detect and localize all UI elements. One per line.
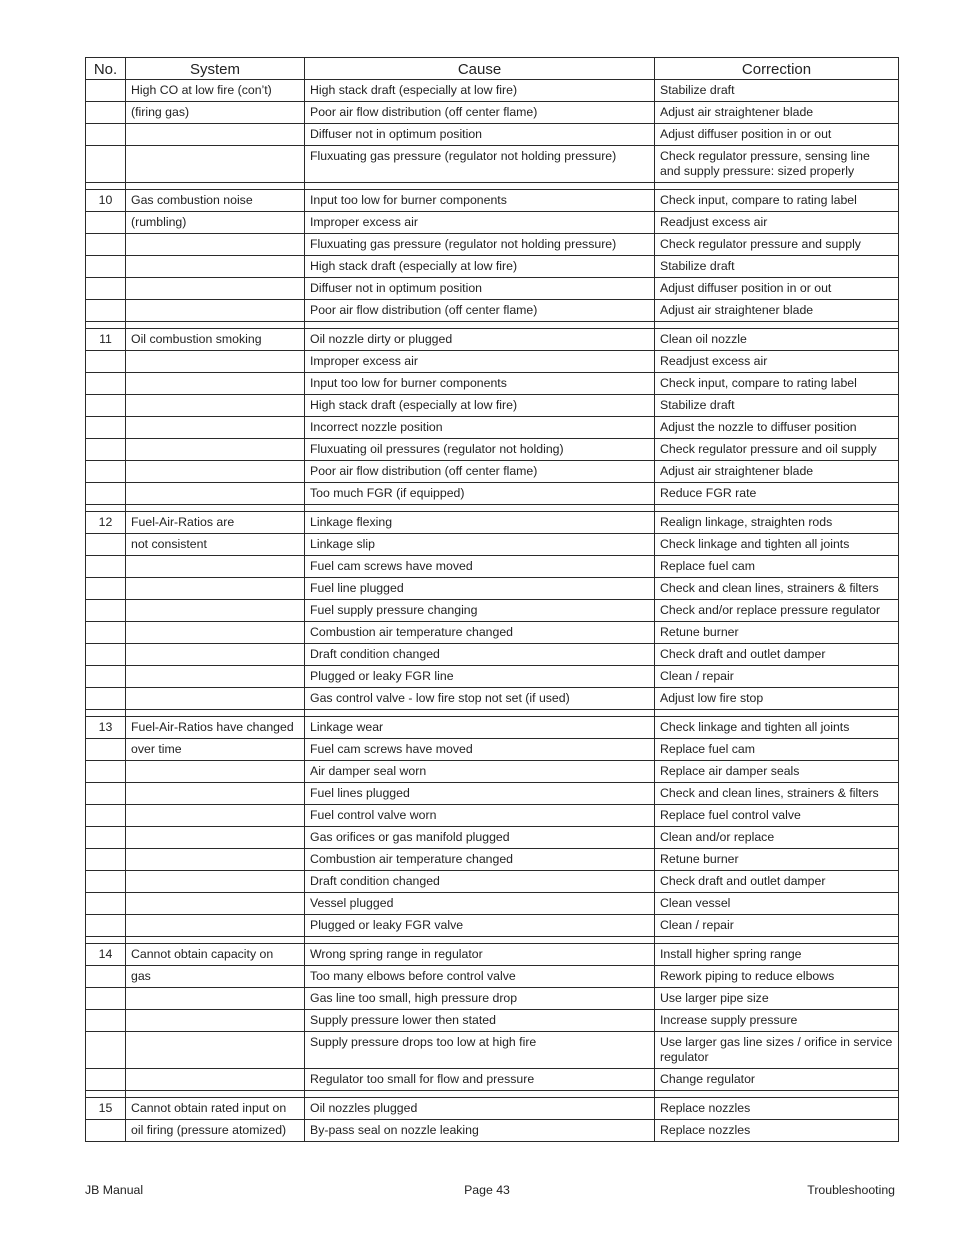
- no-cell: [86, 783, 126, 805]
- separator-cell: [86, 710, 126, 717]
- correction-cell: Check input, compare to rating label: [655, 373, 899, 395]
- no-cell: [86, 871, 126, 893]
- table-row: [86, 373, 899, 395]
- system-cell: [126, 666, 305, 688]
- no-cell: [86, 534, 126, 556]
- correction-cell: Check regulator pressure, sensing line and supply pressure: sized properly: [655, 146, 899, 183]
- separator-cell: [126, 937, 305, 944]
- table-row: [86, 417, 899, 439]
- cause-cell: By-pass seal on nozzle leaking: [305, 1120, 655, 1142]
- system-cell: [126, 761, 305, 783]
- cause-cell: Fuel line plugged: [305, 578, 655, 600]
- cause-cell: Improper excess air: [305, 351, 655, 373]
- system-cell: [126, 278, 305, 300]
- separator-cell: [655, 937, 899, 944]
- correction-cell: Retune burner: [655, 849, 899, 871]
- system-cell: [126, 644, 305, 666]
- table-row: [86, 966, 899, 988]
- system-cell: over time: [126, 739, 305, 761]
- correction-cell: Retune burner: [655, 622, 899, 644]
- correction-cell: Install higher spring range: [655, 944, 899, 966]
- separator-cell: [305, 937, 655, 944]
- no-cell: [86, 212, 126, 234]
- cause-cell: Diffuser not in optimum position: [305, 278, 655, 300]
- system-cell: Cannot obtain rated input on: [126, 1098, 305, 1120]
- separator-cell: [305, 183, 655, 190]
- no-cell: [86, 417, 126, 439]
- correction-cell: Check regulator pressure and supply: [655, 234, 899, 256]
- table-row: [86, 944, 899, 966]
- cause-cell: Fuel cam screws have moved: [305, 556, 655, 578]
- cause-cell: Combustion air temperature changed: [305, 622, 655, 644]
- correction-cell: Replace fuel control valve: [655, 805, 899, 827]
- system-cell: [126, 578, 305, 600]
- correction-cell: Change regulator: [655, 1069, 899, 1091]
- no-cell: [86, 1010, 126, 1032]
- cause-cell: Draft condition changed: [305, 644, 655, 666]
- table-row: [86, 212, 899, 234]
- footer-page-number: Page 43: [464, 1183, 510, 1197]
- no-cell: [86, 256, 126, 278]
- no-cell: [86, 761, 126, 783]
- table-row: [86, 666, 899, 688]
- system-cell: Cannot obtain capacity on: [126, 944, 305, 966]
- no-cell: [86, 827, 126, 849]
- table-row: [86, 644, 899, 666]
- table-row: [86, 893, 899, 915]
- system-cell: Oil combustion smoking: [126, 329, 305, 351]
- separator-cell: [305, 1091, 655, 1098]
- table-body: [86, 80, 899, 1142]
- cause-cell: Oil nozzles plugged: [305, 1098, 655, 1120]
- cause-cell: Improper excess air: [305, 212, 655, 234]
- cause-cell: Too much FGR (if equipped): [305, 483, 655, 505]
- table-row: [86, 102, 899, 124]
- separator-cell: [126, 710, 305, 717]
- cause-cell: Regulator too small for flow and pressure: [305, 1069, 655, 1091]
- cause-cell: Linkage flexing: [305, 512, 655, 534]
- correction-cell: Check linkage and tighten all joints: [655, 717, 899, 739]
- table-row: [86, 600, 899, 622]
- system-cell: [126, 461, 305, 483]
- table-row: [86, 124, 899, 146]
- correction-cell: Use larger pipe size: [655, 988, 899, 1010]
- no-cell: [86, 124, 126, 146]
- separator-cell: [86, 937, 126, 944]
- separator-cell: [126, 183, 305, 190]
- correction-cell: Stabilize draft: [655, 256, 899, 278]
- cause-cell: Poor air flow distribution (off center flame): [305, 461, 655, 483]
- cause-cell: Gas control valve - low fire stop not set (if used): [305, 688, 655, 710]
- system-cell: [126, 146, 305, 183]
- table-row: [86, 278, 899, 300]
- system-cell: [126, 439, 305, 461]
- table-row: [86, 80, 899, 102]
- system-cell: [126, 483, 305, 505]
- cause-cell: Supply pressure drops too low at high fire: [305, 1032, 655, 1069]
- table-row: [86, 1032, 899, 1069]
- system-cell: [126, 915, 305, 937]
- correction-cell: Replace nozzles: [655, 1120, 899, 1142]
- table-row: [86, 190, 899, 212]
- table-row: [86, 534, 899, 556]
- cause-cell: Linkage slip: [305, 534, 655, 556]
- no-cell: [86, 483, 126, 505]
- system-cell: gas: [126, 966, 305, 988]
- correction-cell: Reduce FGR rate: [655, 483, 899, 505]
- no-cell: [86, 395, 126, 417]
- cause-cell: Oil nozzle dirty or plugged: [305, 329, 655, 351]
- system-cell: [126, 1032, 305, 1069]
- table-separator-row: [86, 183, 899, 190]
- cause-cell: Poor air flow distribution (off center flame): [305, 102, 655, 124]
- cause-cell: Fuel lines plugged: [305, 783, 655, 805]
- cause-cell: High stack draft (especially at low fire): [305, 256, 655, 278]
- table-row: [86, 234, 899, 256]
- footer-section-name: Troubleshooting: [807, 1183, 895, 1197]
- table-row: [86, 761, 899, 783]
- no-cell: [86, 688, 126, 710]
- separator-cell: [126, 322, 305, 329]
- cause-cell: Plugged or leaky FGR valve: [305, 915, 655, 937]
- table-header-row: [86, 58, 899, 80]
- no-cell: 13: [86, 717, 126, 739]
- cause-cell: Poor air flow distribution (off center flame): [305, 300, 655, 322]
- system-cell: [126, 849, 305, 871]
- system-cell: Fuel-Air-Ratios have changed: [126, 717, 305, 739]
- table-row: [86, 849, 899, 871]
- cause-cell: Fluxuating gas pressure (regulator not holding pressure): [305, 146, 655, 183]
- cause-cell: Fuel supply pressure changing: [305, 600, 655, 622]
- table-row: [86, 329, 899, 351]
- no-cell: [86, 80, 126, 102]
- system-cell: [126, 256, 305, 278]
- no-cell: [86, 1032, 126, 1069]
- cause-cell: Combustion air temperature changed: [305, 849, 655, 871]
- table-row: [86, 827, 899, 849]
- table-row: [86, 146, 899, 183]
- header-system: System: [126, 58, 305, 80]
- correction-cell: Stabilize draft: [655, 395, 899, 417]
- table-row: [86, 578, 899, 600]
- no-cell: 11: [86, 329, 126, 351]
- correction-cell: Replace nozzles: [655, 1098, 899, 1120]
- separator-cell: [655, 505, 899, 512]
- no-cell: [86, 1069, 126, 1091]
- separator-cell: [655, 322, 899, 329]
- separator-cell: [655, 710, 899, 717]
- no-cell: [86, 146, 126, 183]
- correction-cell: Replace fuel cam: [655, 556, 899, 578]
- no-cell: [86, 373, 126, 395]
- system-cell: [126, 622, 305, 644]
- correction-cell: Clean and/or replace: [655, 827, 899, 849]
- cause-cell: Air damper seal worn: [305, 761, 655, 783]
- no-cell: [86, 849, 126, 871]
- table-row: [86, 461, 899, 483]
- separator-cell: [86, 1091, 126, 1098]
- system-cell: [126, 871, 305, 893]
- system-cell: [126, 300, 305, 322]
- correction-cell: Readjust excess air: [655, 212, 899, 234]
- correction-cell: Adjust diffuser position in or out: [655, 278, 899, 300]
- table-row: [86, 1069, 899, 1091]
- no-cell: [86, 644, 126, 666]
- cause-cell: Incorrect nozzle position: [305, 417, 655, 439]
- correction-cell: Adjust diffuser position in or out: [655, 124, 899, 146]
- table-row: [86, 783, 899, 805]
- cause-cell: Supply pressure lower then stated: [305, 1010, 655, 1032]
- system-cell: [126, 351, 305, 373]
- correction-cell: Clean oil nozzle: [655, 329, 899, 351]
- header-no: No.: [86, 58, 126, 80]
- system-cell: [126, 783, 305, 805]
- system-cell: [126, 395, 305, 417]
- table-separator-row: [86, 1091, 899, 1098]
- system-cell: [126, 234, 305, 256]
- no-cell: [86, 622, 126, 644]
- separator-cell: [126, 1091, 305, 1098]
- correction-cell: Check regulator pressure and oil supply: [655, 439, 899, 461]
- correction-cell: Rework piping to reduce elbows: [655, 966, 899, 988]
- correction-cell: Readjust excess air: [655, 351, 899, 373]
- correction-cell: Adjust the nozzle to diffuser position: [655, 417, 899, 439]
- no-cell: [86, 461, 126, 483]
- correction-cell: Clean / repair: [655, 666, 899, 688]
- correction-cell: Clean vessel: [655, 893, 899, 915]
- correction-cell: Check linkage and tighten all joints: [655, 534, 899, 556]
- separator-cell: [305, 322, 655, 329]
- cause-cell: Fluxuating gas pressure (regulator not holding pressure): [305, 234, 655, 256]
- system-cell: [126, 893, 305, 915]
- no-cell: [86, 102, 126, 124]
- correction-cell: Check and clean lines, strainers & filters: [655, 783, 899, 805]
- table-row: [86, 717, 899, 739]
- system-cell: [126, 988, 305, 1010]
- system-cell: [126, 556, 305, 578]
- table-row: [86, 256, 899, 278]
- no-cell: [86, 966, 126, 988]
- table-row: [86, 688, 899, 710]
- table-row: [86, 739, 899, 761]
- correction-cell: Check draft and outlet damper: [655, 644, 899, 666]
- correction-cell: Adjust low fire stop: [655, 688, 899, 710]
- separator-cell: [126, 505, 305, 512]
- no-cell: [86, 1120, 126, 1142]
- cause-cell: Input too low for burner components: [305, 190, 655, 212]
- system-cell: (rumbling): [126, 212, 305, 234]
- system-cell: Fuel-Air-Ratios are: [126, 512, 305, 534]
- correction-cell: Realign linkage, straighten rods: [655, 512, 899, 534]
- system-cell: [126, 805, 305, 827]
- table-row: [86, 351, 899, 373]
- table-separator-row: [86, 937, 899, 944]
- cause-cell: Linkage wear: [305, 717, 655, 739]
- system-cell: High CO at low fire (con’t): [126, 80, 305, 102]
- table-row: [86, 1098, 899, 1120]
- cause-cell: Input too low for burner components: [305, 373, 655, 395]
- correction-cell: Replace air damper seals: [655, 761, 899, 783]
- no-cell: [86, 600, 126, 622]
- system-cell: [126, 124, 305, 146]
- cause-cell: Fuel cam screws have moved: [305, 739, 655, 761]
- cause-cell: Too many elbows before control valve: [305, 966, 655, 988]
- no-cell: 14: [86, 944, 126, 966]
- cause-cell: Gas orifices or gas manifold plugged: [305, 827, 655, 849]
- system-cell: not consistent: [126, 534, 305, 556]
- no-cell: [86, 915, 126, 937]
- correction-cell: Check input, compare to rating label: [655, 190, 899, 212]
- troubleshooting-table: [85, 57, 899, 1142]
- cause-cell: High stack draft (especially at low fire): [305, 395, 655, 417]
- table-separator-row: [86, 322, 899, 329]
- system-cell: [126, 827, 305, 849]
- system-cell: [126, 1010, 305, 1032]
- correction-cell: Use larger gas line sizes / orifice in service regulator: [655, 1032, 899, 1069]
- table-separator-row: [86, 710, 899, 717]
- system-cell: [126, 417, 305, 439]
- cause-cell: Diffuser not in optimum position: [305, 124, 655, 146]
- table-row: [86, 871, 899, 893]
- no-cell: [86, 556, 126, 578]
- no-cell: 15: [86, 1098, 126, 1120]
- table-row: [86, 1120, 899, 1142]
- system-cell: [126, 373, 305, 395]
- cause-cell: Wrong spring range in regulator: [305, 944, 655, 966]
- no-cell: [86, 893, 126, 915]
- cause-cell: High stack draft (especially at low fire): [305, 80, 655, 102]
- no-cell: [86, 739, 126, 761]
- table-row: [86, 439, 899, 461]
- table-row: [86, 512, 899, 534]
- table-row: [86, 483, 899, 505]
- system-cell: [126, 688, 305, 710]
- table-row: [86, 395, 899, 417]
- table-row: [86, 988, 899, 1010]
- separator-cell: [305, 710, 655, 717]
- correction-cell: Clean / repair: [655, 915, 899, 937]
- footer-manual-name: JB Manual: [85, 1183, 144, 1197]
- correction-cell: Adjust air straightener blade: [655, 300, 899, 322]
- system-cell: oil firing (pressure atomized): [126, 1120, 305, 1142]
- correction-cell: Stabilize draft: [655, 80, 899, 102]
- system-cell: [126, 600, 305, 622]
- table-separator-row: [86, 505, 899, 512]
- no-cell: [86, 234, 126, 256]
- cause-cell: Fluxuating oil pressures (regulator not holding): [305, 439, 655, 461]
- cause-cell: Draft condition changed: [305, 871, 655, 893]
- no-cell: [86, 988, 126, 1010]
- correction-cell: Adjust air straightener blade: [655, 461, 899, 483]
- system-cell: (firing gas): [126, 102, 305, 124]
- correction-cell: Increase supply pressure: [655, 1010, 899, 1032]
- no-cell: 12: [86, 512, 126, 534]
- cause-cell: Plugged or leaky FGR line: [305, 666, 655, 688]
- table-row: [86, 915, 899, 937]
- no-cell: [86, 278, 126, 300]
- correction-cell: Adjust air straightener blade: [655, 102, 899, 124]
- no-cell: [86, 578, 126, 600]
- separator-cell: [655, 183, 899, 190]
- no-cell: [86, 805, 126, 827]
- system-cell: Gas combustion noise: [126, 190, 305, 212]
- separator-cell: [86, 505, 126, 512]
- cause-cell: Vessel plugged: [305, 893, 655, 915]
- no-cell: [86, 439, 126, 461]
- separator-cell: [305, 505, 655, 512]
- table-row: [86, 556, 899, 578]
- table-row: [86, 300, 899, 322]
- table-row: [86, 1010, 899, 1032]
- correction-cell: Check and clean lines, strainers & filters: [655, 578, 899, 600]
- header-correction: Correction: [655, 58, 899, 80]
- table-row: [86, 805, 899, 827]
- separator-cell: [86, 322, 126, 329]
- no-cell: [86, 300, 126, 322]
- no-cell: 10: [86, 190, 126, 212]
- no-cell: [86, 351, 126, 373]
- table-row: [86, 622, 899, 644]
- correction-cell: Check and/or replace pressure regulator: [655, 600, 899, 622]
- cause-cell: Gas line too small, high pressure drop: [305, 988, 655, 1010]
- header-cause: Cause: [305, 58, 655, 80]
- cause-cell: Fuel control valve worn: [305, 805, 655, 827]
- system-cell: [126, 1069, 305, 1091]
- separator-cell: [655, 1091, 899, 1098]
- separator-cell: [86, 183, 126, 190]
- correction-cell: Replace fuel cam: [655, 739, 899, 761]
- correction-cell: Check draft and outlet damper: [655, 871, 899, 893]
- no-cell: [86, 666, 126, 688]
